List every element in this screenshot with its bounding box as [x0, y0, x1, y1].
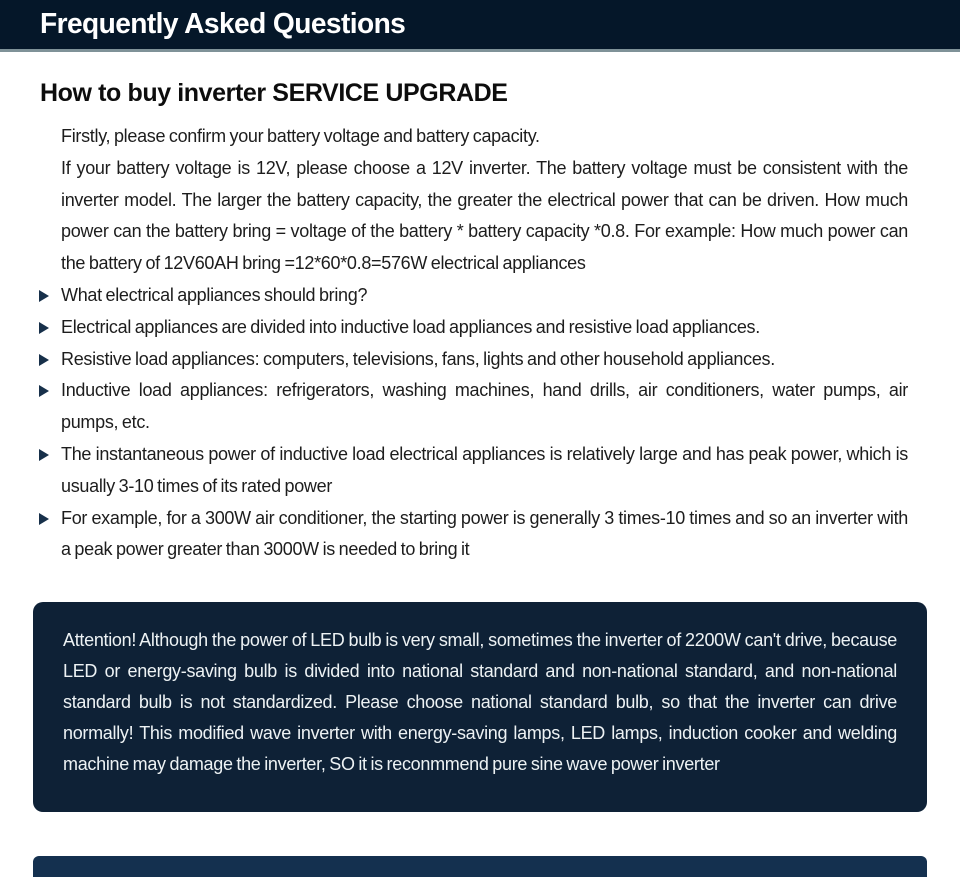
bullet-item — [61, 375, 908, 439]
bullet-item — [61, 439, 908, 503]
bullet-item — [61, 344, 908, 376]
bullet-item — [61, 503, 908, 567]
bullet-item — [61, 280, 908, 312]
attention-text: Attention! Although the power of LED bulb is very small, sometimes the inverter of 2200W can't drive, because LED or energy-saving bulb is divided into national standard and non-national standard, and non-national standard bulb is not standardized. Please choose national standard bulb, so that the inverter can drive normally! This modified wave inverter with energy-saving lamps, LED lamps, induction cooker and welding machine may damage the inverter, SO it is reconmmend pure sine wave power inverter — [63, 630, 897, 774]
intro-paragraph: If your battery voltage is 12V, please choose a 12V inverter. The battery voltage must be consistent with the inverter model. The larger the battery capacity, the greater the electrical power that can be driven. How much power can the battery bring = voltage of the battery * battery capacity *0.8. For example: How much power can the battery of 12V60AH bring =12*60*0.8=576W electrical appliances — [61, 157, 908, 274]
bullet-text: Inductive load appliances: refrigerators, washing machines, hand drills, air conditioners, water pumps, air pumps, etc. — [61, 380, 908, 433]
faq-content — [61, 121, 908, 566]
intro-paragraph: Firstly, please confirm your battery voltage and battery capacity. — [61, 126, 540, 146]
bullet-text: Electrical appliances are divided into inductive load appliances and resistive load appliances. — [61, 316, 760, 337]
section-heading: How to buy inverter SERVICE UPGRADE — [40, 79, 508, 107]
triangle-bullet-icon — [39, 513, 49, 525]
bullet-text: For example, for a 300W air conditioner, the starting power is generally 3 times-10 times and so an inverter with a peak power greater than 3000W is needed to bring it — [61, 507, 908, 560]
triangle-bullet-icon — [39, 354, 49, 366]
bullet-text: What electrical appliances should bring? — [61, 284, 368, 305]
next-section-bar — [33, 856, 927, 877]
faq-header-bar — [0, 0, 960, 52]
bullet-item — [61, 312, 908, 344]
triangle-bullet-icon — [39, 322, 49, 334]
faq-header-title: Frequently Asked Questions — [40, 8, 406, 40]
bullet-text: The instantaneous power of inductive load electrical appliances is relatively large and has peak power, which is usually 3-10 times of its rated power — [61, 443, 908, 496]
triangle-bullet-icon — [39, 385, 49, 397]
triangle-bullet-icon — [39, 449, 49, 461]
bullet-text: Resistive load appliances: computers, televisions, fans, lights and other household appliances. — [61, 348, 775, 369]
attention-box — [33, 602, 927, 812]
triangle-bullet-icon — [39, 290, 49, 302]
faq-bullet-list — [61, 280, 908, 566]
